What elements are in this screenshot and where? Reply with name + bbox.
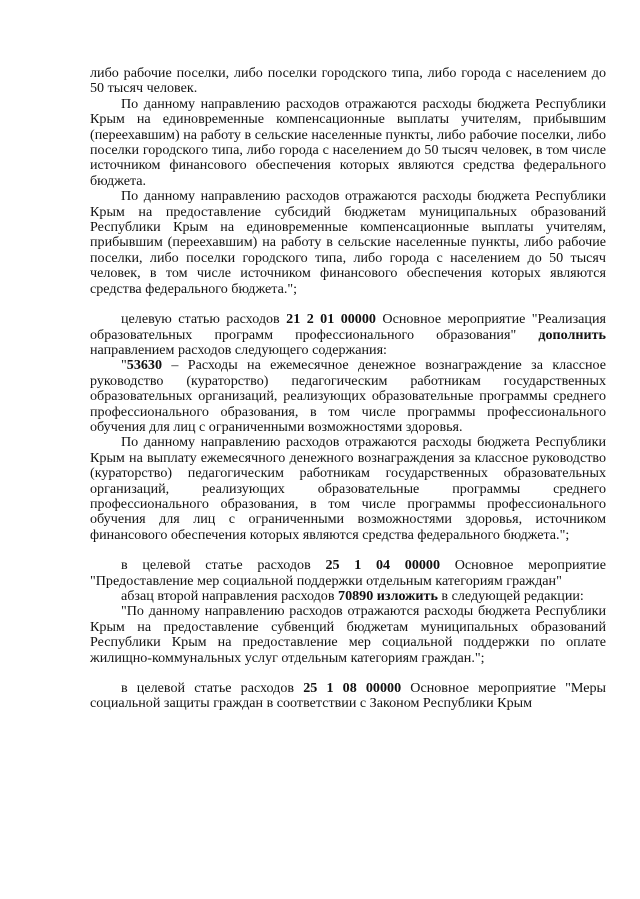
paragraph-10 — [90, 681, 606, 712]
paragraph-text: "По данному направлению расходов отражаются расходы бюджета Республики Крым на предоставление субвенций бюджетам муниципальных образований Республики Крым на предоставление мер социальной поддержки по оплате жилищно-коммунальных услуг отдельным категориям граждан."; — [90, 603, 606, 666]
text-run: целевую статью расходов — [121, 311, 287, 328]
spacer — [90, 543, 606, 558]
paragraph-8 — [90, 589, 606, 604]
text-run: в целевой статье расходов — [121, 557, 326, 574]
document-page — [90, 66, 606, 712]
paragraph-3 — [90, 189, 606, 297]
action-keyword: дополнить — [538, 326, 606, 343]
paragraph-7 — [90, 558, 606, 589]
expense-direction-code: 70890 — [338, 588, 374, 604]
paragraph-text: – Расходы на ежемесячное денежное вознаграждение за классное руководство (кураторство) педагогическим работникам государственных образовательных организаций, реализующих образовательные программы среднего профессионального образования, в том числе программы профессионального обучения для лиц с ограниченными возможностями здоровья. — [90, 357, 606, 435]
text-run: Основное мероприятие "Меры социальной защиты граждан в соответствии с Законом Республики Крым — [90, 680, 606, 712]
text-run: в следующей редакции: — [437, 588, 584, 604]
paragraph-1 — [90, 66, 606, 97]
paragraph-9 — [90, 604, 606, 666]
spacer — [90, 297, 606, 312]
action-keyword: изложить — [376, 588, 438, 604]
paragraph-5 — [90, 358, 606, 435]
spacer — [90, 666, 606, 681]
paragraph-text: либо рабочие поселки, либо поселки городского типа, либо города с населением до 50 тысяч человек. — [90, 65, 606, 97]
paragraph-text: По данному направлению расходов отражаются расходы бюджета Республики Крым на предоставление субсидий бюджетам муниципальных образований Республики Крым на единовременные компенсационные выплаты учителям, прибывшим (переехавшим) на работу в сельские населенные пункты, либо рабочие поселки, либо поселки городского типа, либо города с населением до 50 тысяч человек, в том числе источником финансового обеспечения которых являются средства федерального бюджета."; — [90, 188, 606, 297]
text-run: Основное мероприятие "Предоставление мер социальной поддержки отдельным категориям граждан" — [90, 557, 606, 589]
text-run: Основное мероприятие "Реализация образовательных программ профессионального образования" — [90, 311, 606, 343]
text-run: направлением расходов следующего содержания: — [90, 341, 387, 358]
paragraph-4 — [90, 312, 606, 358]
target-article-code: 25 1 04 00000 — [325, 557, 441, 574]
paragraph-2 — [90, 97, 606, 189]
expense-direction-code: 53630 — [126, 357, 162, 374]
target-article-code: 25 1 08 00000 — [303, 680, 402, 697]
text-run: в целевой статье расходов — [121, 680, 304, 697]
paragraph-6 — [90, 435, 606, 543]
paragraph-text: По данному направлению расходов отражаются расходы бюджета Республики Крым на выплату ежемесячного денежного вознаграждения за классное руководство (кураторство) педагогическим работникам государственных образовательных организаций, реализующих образовательные программы среднего профессионального образования, в том числе программы профессионального обучения для лиц с ограниченными возможностями здоровья, источником финансового обеспечения которых являются средства федерального бюджета."; — [90, 434, 606, 543]
paragraph-text: По данному направлению расходов отражаются расходы бюджета Республики Крым на единовременные компенсационные выплаты учителям, прибывшим (переехавшим) на работу в сельские населенные пункты, либо рабочие поселки, либо поселки городского типа, либо города с населением до 50 тысяч человек, в том числе источником финансового обеспечения которых являются средства федерального бюджета. — [90, 95, 606, 189]
quote-mark: " — [121, 357, 127, 374]
text-run: абзац второй направления расходов — [121, 588, 339, 604]
target-article-code: 21 2 01 00000 — [286, 311, 376, 328]
